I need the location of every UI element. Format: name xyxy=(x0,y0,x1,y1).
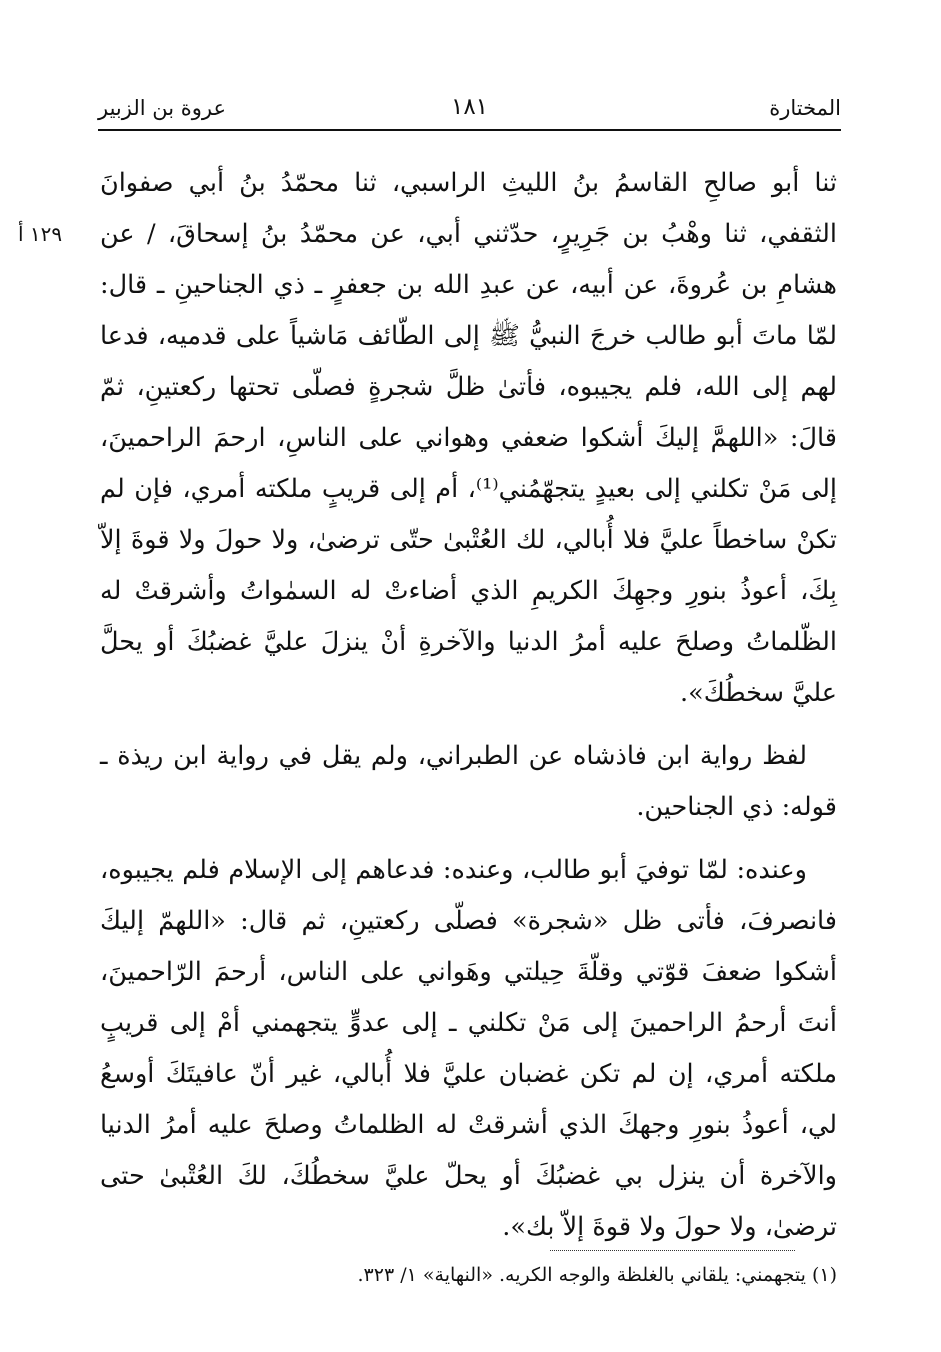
page-number: ١٨١ xyxy=(450,94,489,120)
paragraph-narration-note: لفظ رواية ابن فاذشاه عن الطبراني، ولم يقل في رواية ابن ريذة ـ قوله: ذي الجناحين. xyxy=(100,741,837,822)
main-text xyxy=(100,158,837,1253)
paragraph-second-version: وعنده: لمّا توفيَ أبو طالب، وعنده: فدعاهم إلى الإسلام فلم يجيبوه، فانصرفَ، فأتى ظل «شجرة» فصلّى ركعتينِ، ثم قال: «اللهمّ إليكَ أشكوا ضعفَ قوّتي وقلّةَ حِيلتي وهَواني على الناس، أرحمَ الرّاحمينَ، أنتَ أرحمُ الراحمينَ إلى مَنْ تكلني ـ إلى عدوٍّ يتجهمني أمْ إلى قريبٍ ملكته أمري، إن لم تكن غضبان عليَّ فلا أُبالي، غير أنّ عافيتَكَ أوسعُ لي، أعوذُ بنورِ وجهكَ الذي أشرقتْ له الظلماتُ وصلحَ عليه أمرُ الدنيا والآخرة أن ينزل بي غضبُكَ أو يحلّ عليَّ سخطُكَ، لكَ العُتْبىٰ حتى ترضىٰ، ولا حولَ ولا قوةَ إلاّ بك». xyxy=(100,855,837,1242)
running-header xyxy=(98,96,841,130)
footnote-separator xyxy=(550,1250,795,1251)
header-rule xyxy=(98,129,841,131)
manuscript-folio-note: ١٢٩ أ xyxy=(18,222,63,246)
header-chapter-title: عروة بن الزبير xyxy=(98,96,227,120)
footnote: (١) يتجهمني: يلقاني بالغلظة والوجه الكريه. «النهاية» ١/ ٣٢٣. xyxy=(357,1264,837,1286)
header-book-title: المختارة xyxy=(769,96,841,120)
paragraph-hadith: ثنا أبو صالحِ القاسمُ بنُ الليثِ الراسبي، ثنا محمّدُ بنُ أبي صفوانَ الثقفي، ثنا وهْبُ بن جَرِيرٍ، حدّثني أبي، عن محمّدُ بنُ إسحاقَ، / عن هشامِ بن عُروةَ، عن أبيه، عن عبدِ الله بن جعفرٍ ـ ذي الجناحينِ ـ قال: لمّا ماتَ أبو طالب خرجَ النبيُّ ﷺ إلى الطّائف مَاشياً على قدميه، فدعا لهم إلى الله، فلم يجيبوه، فأتىٰ ظلَّ شجرةٍ فصلّى تحتها ركعتينِ، ثمّ قالَ: «اللهمَّ إليكَ أشكوا ضعفي وهواني على الناسِ، ارحمَ الراحمينَ، إلى مَنْ تكلني إلى بعيدٍ يتجهّمُني⁽¹⁾، أم إلى قريبٍ ملكته أمري، فإن لم تكنْ ساخطاً عليَّ فلا أُبالي، لك العُتْبىٰ حتّى ترضىٰ، ولا حولَ ولا قوةَ إلاّ بِكَ، أعوذُ بنورِ وجهِكَ الكريمِ الذي أضاءتْ له السمٰواتُ وأشرقتْ له الظّلماتُ وصلحَ عليه أمرُ الدنيا والآخرةِ أنْ ينزلَ عليَّ غضبُكَ أو يحلَّ عليَّ سخطُكَ». xyxy=(100,168,837,708)
